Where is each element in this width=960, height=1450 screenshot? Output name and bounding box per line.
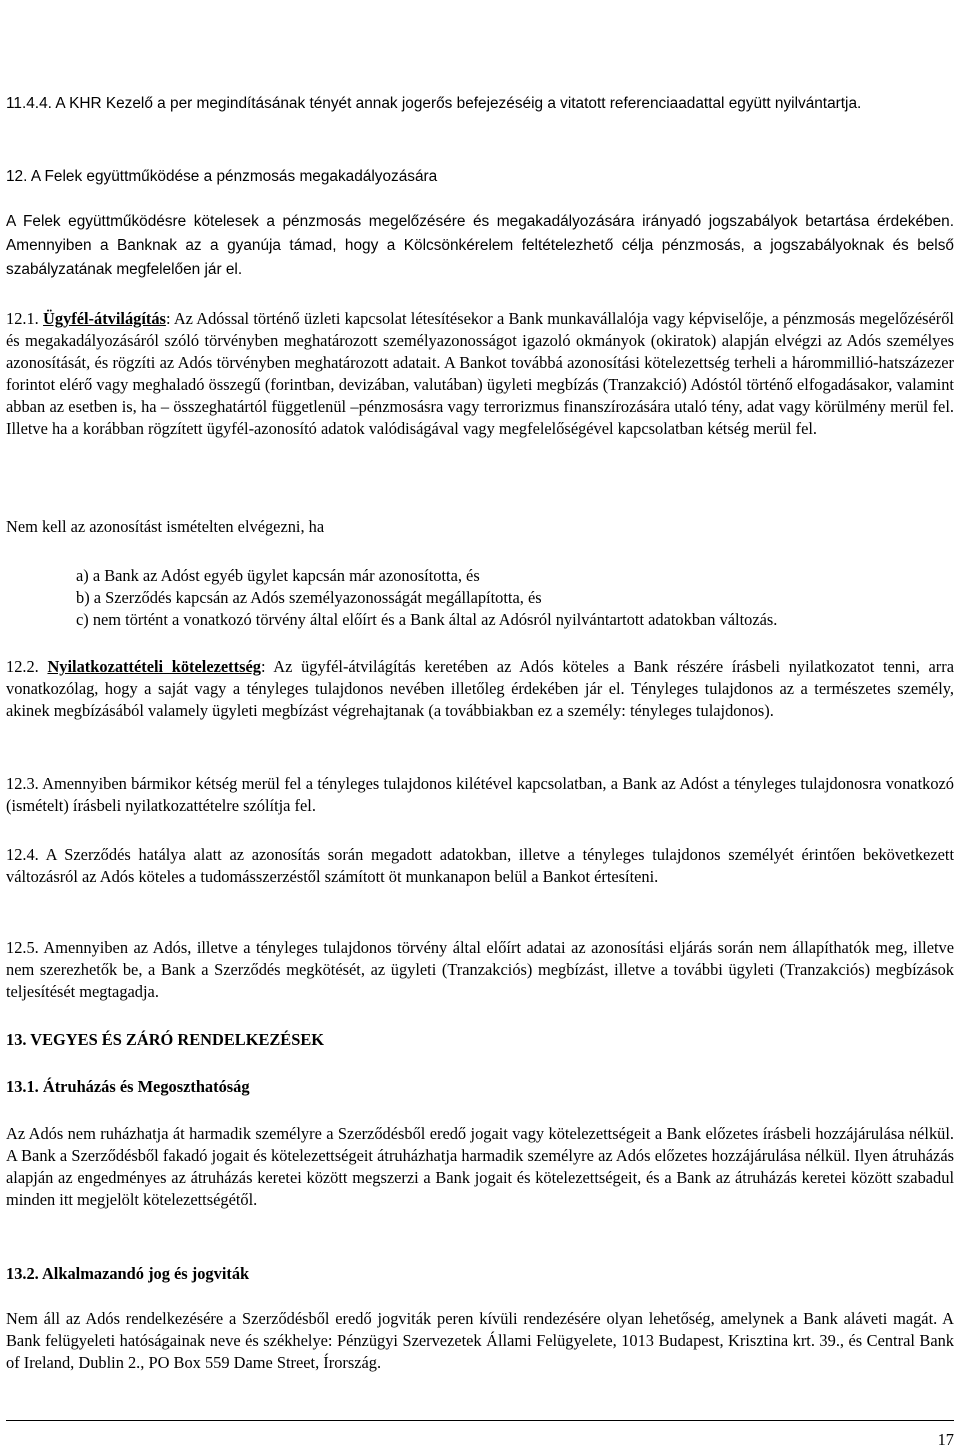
section-text: : Az ügyfél-átvilágítás keretében az Adós köteles a Bank részére írásbeli nyilatkozatot tenni, arra vonatkozólag, hogy a saját vagy a tényleges tulajdonos nevében illetőleg érdekében jár el. Tényleges tulajdonos az a természetes személy, akinek megbízásából valamely ügyleti megbízást végrehajtanak (a továbbiakban ez a személy: tényleges tulajdonos).: [6, 657, 954, 720]
list-item: b) a Szerződés kapcsán az Adós személyazonosságát megállapította, és: [76, 588, 542, 607]
paragraph: [6, 92, 954, 116]
section-number: 12.1.: [6, 309, 39, 328]
paragraph: Az Adós nem ruházhatja át harmadik személyre a Szerződésből eredő jogait vagy kötelezettségeit a Bank előzetes írásbeli hozzájárulása nélkül. A Bank a Szerződésből fakadó jogait és kötelezettségeit átruházhatja harmadik személyre az Adós előzetes hozzájárulása nélkül. Ilyen átruházás alapján az engedményes az átruházás keretei között megszerzi a Bank jogait és kötelezettségeit, és a Bank az átruházás keretei között szabadul minden itt megjelölt kötelezettségétől.: [6, 1124, 954, 1209]
subheading: 13.1. Átruházás és Megoszthatóság: [6, 1077, 250, 1096]
section-11-4-4: [6, 92, 954, 116]
page-number: 17: [937, 1430, 954, 1449]
heading: 13. VEGYES ÉS ZÁRÓ RENDELKEZÉSEK: [6, 1030, 325, 1049]
section-12-3: [6, 773, 954, 817]
paragraph: 12.3. Amennyiben bármikor kétség merül fel a tényleges tulajdonos kilétével kapcsolatban, a Bank az Adóst a tényleges tulajdonosra vonatkozó (ismételt) írásbeli nyilatkozattételre szólítja fel.: [6, 774, 954, 815]
conditions-list: [76, 565, 954, 631]
section-text: A KHR Kezelő a per megindításának tényét annak jogerős befejezéséig a vitatott referenciaadattal együtt nyilvántartja.: [55, 95, 862, 112]
section-text: : Az Adóssal történő üzleti kapcsolat létesítésekor a Bank munkavállalója vagy képviselője, a pénzmosás megelőzéséről és megakadályozásáról szóló törvényben meghatározott személyazonosságot igazoló okmányok (okiratok) alapján elvégzi az Adós személyes azonosítását, és rögzíti az Adós törvényben meghatározott adatait. A Bankot továbbá azonosítási kötelezettség terheli a hárommillió-hatszázezer forintot elérő vagy meghaladó összegű (forintban, devizában, valutában) ügyleti megbízás (Tranzakció) Adóstól történő elfogadásakor, valamint abban az esetben is, ha – összeghatártól függetlenül –pénzmosásra vagy terrorizmus finanszírozására utaló tény, adat vagy körülmény merül fel. Illetve ha a korábban rögzített ügyfél-azonosító adatok valódiságával vagy megfelelőségével kapcsolatban kétség merül fel.: [6, 309, 954, 438]
subheading: 13.2. Alkalmazandó jog és jogviták: [6, 1264, 250, 1283]
section-12-intro: [6, 210, 954, 282]
section-13-2-heading: [6, 1263, 954, 1285]
section-13-2: [6, 1308, 954, 1374]
list-item: a) a Bank az Adóst egyéb ügylet kapcsán már azonosította, és: [76, 566, 480, 585]
section-12-1: [6, 308, 954, 440]
paragraph: 12.5. Amennyiben az Adós, illetve a tényleges tulajdonos törvény által előírt adatai az azonosítási eljárás során nem állapíthatók meg, illetve nem szerezhetők be, a Bank a Szerződés megkötését, az ügyleti (Tranzakciós) megbízást, illetve a további ügyleti (Tranzakciós) megbízások teljesítését megtagadja.: [6, 938, 954, 1001]
section-number: 11.4.4.: [6, 95, 52, 112]
paragraph: A Felek együttműködésre kötelesek a pénzmosás megelőzésére és megakadályozására irányadó jogszabályok betartása érdekében. Amennyiben a Banknak az a gyanúja támad, hogy a Kölcsönkérelem feltételezhető célja pénzmosás, a jogszabályoknak és belső szabályzatának megfelelően jár el.: [6, 213, 954, 278]
section-12-5: [6, 937, 954, 1003]
paragraph: Nem áll az Adós rendelkezésére a Szerződésből eredő jogviták peren kívüli rendezésére olyan lehetőség, amelynek a Bank aláveti magát. A Bank felügyeleti hatóságainak neve és székhelye: Pénzügyi Szervezetek Állami Felügyelete, 1013 Budapest, Krisztina krt. 39., és Central Bank of Ireland, Dublin 2., PO Box 559 Dame Street, Írország.: [6, 1309, 954, 1372]
list-item: c) nem történt a vonatkozó törvény által előírt és a Bank által az Adósról nyilvántartott adatokban változás.: [76, 610, 778, 629]
section-12-1-not-needed: [6, 516, 954, 538]
section-title: Nyilatkozattételi kötelezettség: [47, 657, 261, 676]
footer-divider: [6, 1420, 954, 1421]
paragraph: [6, 308, 954, 440]
heading: 12. A Felek együttműködése a pénzmosás megakadályozására: [6, 168, 438, 185]
paragraph: Nem kell az azonosítást ismételten elvégezni, ha: [6, 517, 325, 536]
paragraph: [6, 656, 954, 722]
paragraph: 12.4. A Szerződés hatálya alatt az azonosítás során megadott adatokban, illetve a tényleges tulajdonos személyét érintően bekövetkezett változásról az Adós köteles a tudomásszerzéstől számított öt munkanapon belül a Bankot értesíteni.: [6, 845, 954, 886]
section-13-heading: [6, 1029, 954, 1051]
section-13-1: [6, 1123, 954, 1211]
section-12-2: [6, 656, 954, 722]
section-13-1-heading: [6, 1076, 954, 1098]
section-12-4: [6, 844, 954, 888]
section-12-heading: [6, 165, 954, 189]
section-title: Ügyfél-átvilágítás: [43, 309, 166, 328]
section-number: 12.2.: [6, 657, 39, 676]
